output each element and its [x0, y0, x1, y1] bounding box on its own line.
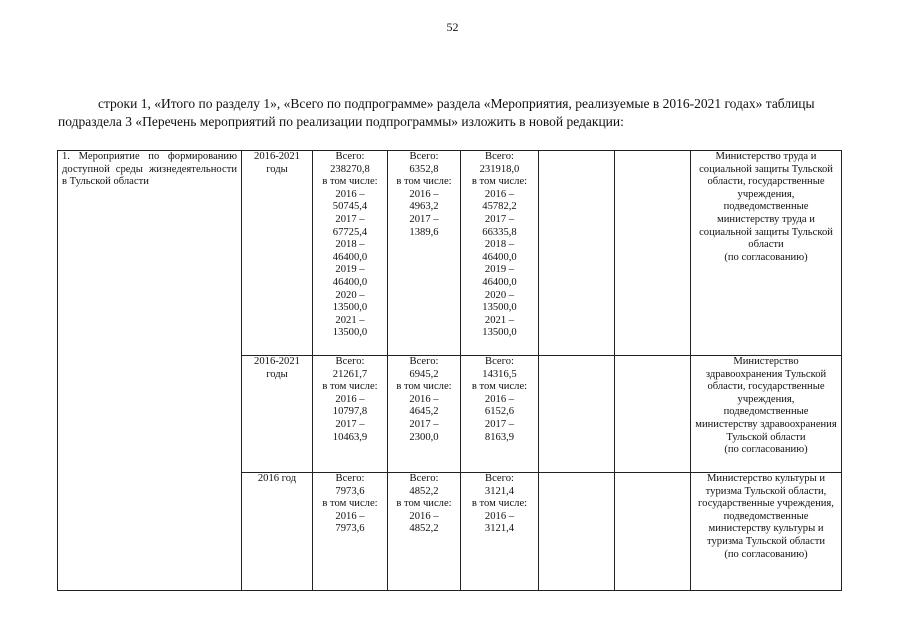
funding-cell-a: Всего: 4852,2 в том числе: 2016 – 4852,2	[388, 473, 461, 591]
period-cell: 2016 год	[242, 473, 313, 591]
intro-paragraph: строки 1, «Итого по разделу 1», «Всего по подпрограмме» раздела «Мероприятия, реализуемые в 2016-2021 годах» таблицы подраздела 3 «Перечень мероприятий по реализации подпрограммы» изложить в новой редакции:	[58, 96, 815, 129]
funding-cell-c	[539, 151, 615, 356]
measures-table	[57, 150, 842, 591]
funding-cell-b: Всего: 14316,5 в том числе: 2016 – 6152,6 2017 – 8163,9	[461, 356, 539, 473]
table-row	[58, 151, 842, 356]
total-funding-cell: Всего: 7973,6 в том числе: 2016 – 7973,6	[313, 473, 388, 591]
funding-cell-b: Всего: 231918,0 в том числе: 2016 – 45782,2 2017 – 66335,8 2018 – 46400,0 2019 – 46400,0 2020 – 13500,0 2021 – 13500,0	[461, 151, 539, 356]
funding-cell-d	[615, 473, 691, 591]
page-number: 52	[446, 20, 459, 34]
funding-cell-d	[615, 151, 691, 356]
funding-cell-a: Всего: 6945,2 в том числе: 2016 – 4645,2 2017 – 2300,0	[388, 356, 461, 473]
period-cell: 2016-2021 годы	[242, 356, 313, 473]
measure-name-cell: 1. Мероприятие по формированию доступной среды жизнедеятельности в Тульской области	[58, 151, 242, 591]
funding-cell-c	[539, 356, 615, 473]
funding-cell-a: Всего: 6352,8 в том числе: 2016 – 4963,2 2017 – 1389,6	[388, 151, 461, 356]
funding-cell-c	[539, 473, 615, 591]
total-funding-cell: Всего: 21261,7 в том числе: 2016 – 10797,8 2017 – 10463,9	[313, 356, 388, 473]
executor-cell: Министерство труда и социальной защиты Тульской области, государственные учреждения, подведомственные министерству труда и социальной защиты Тульской области (по согласованию)	[691, 151, 842, 356]
period-cell: 2016-2021 годы	[242, 151, 313, 356]
total-funding-cell: Всего: 238270,8 в том числе: 2016 – 50745,4 2017 – 67725,4 2018 – 46400,0 2019 – 46400,0 2020 – 13500,0 2021 – 13500,0	[313, 151, 388, 356]
funding-cell-b: Всего: 3121,4 в том числе: 2016 – 3121,4	[461, 473, 539, 591]
executor-cell: Министерство здравоохранения Тульской области, государственные учреждения, подведомственные министерству здравоохранения Тульской области (по согласованию)	[691, 356, 842, 473]
executor-cell: Министерство культуры и туризма Тульской области, государственные учреждения, подведомственные министерству культуры и туризма Тульской области (по согласованию)	[691, 473, 842, 591]
funding-cell-d	[615, 356, 691, 473]
